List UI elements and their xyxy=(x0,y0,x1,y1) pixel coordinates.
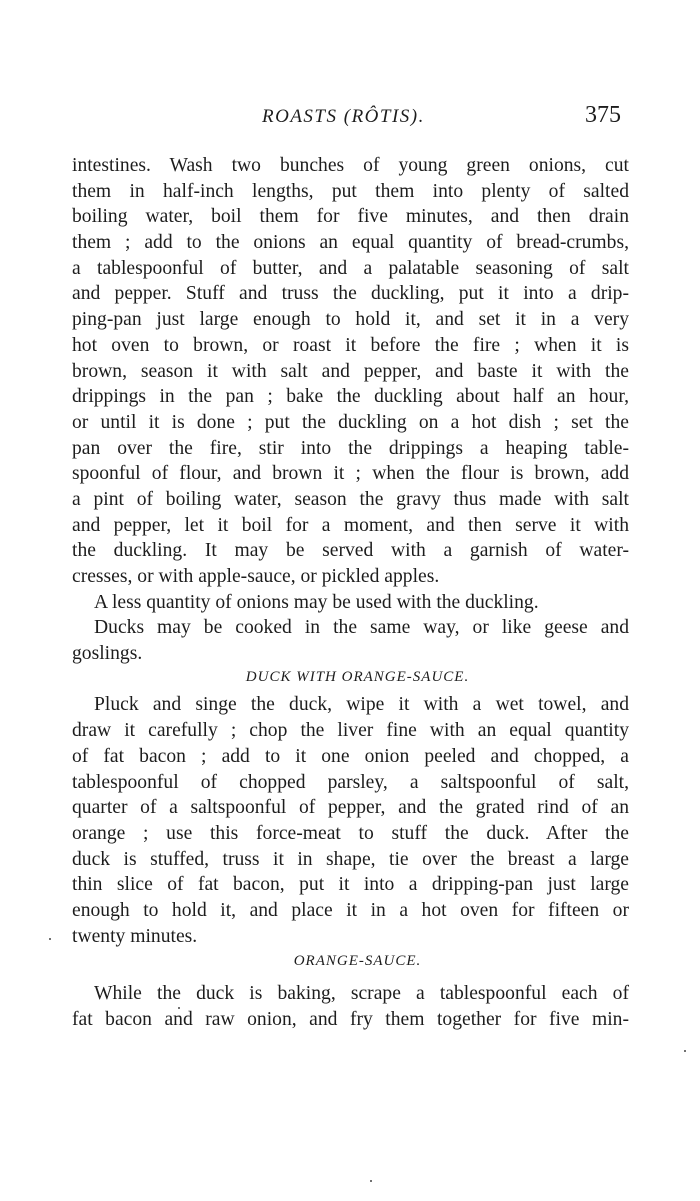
running-title: ROASTS (RÔTIS). xyxy=(262,106,425,127)
text-line: and pepper. Stuff and truss the duckling, put it into a drip- xyxy=(72,283,629,305)
text-line: While the duck is baking, scrape a tablespoonful each of xyxy=(94,983,629,1004)
section-heading: ORANGE-SAUCE. xyxy=(293,953,422,970)
text-line: enough to hold it, and place it in a hot oven for fifteen or xyxy=(72,899,629,921)
text-line: intestines. Wash two bunches of young green onions, cut xyxy=(72,155,629,176)
text-line: twenty minutes. xyxy=(72,925,198,947)
text-line: and pepper, let it boil for a moment, and then serve it with xyxy=(72,514,629,536)
text-line: a tablespoonful of butter, and a palatable seasoning of salt xyxy=(72,257,629,279)
text-line: thin slice of fat bacon, put it into a dripping-pan just large xyxy=(72,874,629,896)
text-line: or until it is done ; put the duckling on a hot dish ; set the xyxy=(72,411,629,433)
scan-speck xyxy=(370,1180,372,1182)
text-line: duck is stuffed, truss it in shape, tie over the breast a large xyxy=(72,848,629,870)
text-line: of fat bacon ; add to it one onion peeled and chopped, a xyxy=(72,745,629,767)
text-line: drippings in the pan ; bake the duckling about half an hour, xyxy=(72,386,629,408)
text-line: goslings. xyxy=(72,643,143,665)
text-line: orange ; use this force-meat to stuff the duck. After the xyxy=(72,822,629,844)
text-line: pan over the fire, stir into the drippings a heaping table- xyxy=(72,437,629,459)
text-line: them in half-inch lengths, put them into plenty of salted xyxy=(72,180,629,202)
text-line: hot oven to brown, or roast it before the fire ; when it is xyxy=(72,334,629,356)
text-line: ping-pan just large enough to hold it, and set it in a very xyxy=(72,309,629,331)
page-number: 375 xyxy=(585,102,621,128)
text-line: A less quantity of onions may be used with the duckling. xyxy=(94,591,539,613)
text-line: fat bacon and raw onion, and fry them together for five min- xyxy=(72,1008,629,1030)
text-line: boiling water, boil them for five minutes, and then drain xyxy=(72,206,629,228)
running-head xyxy=(0,100,700,136)
scan-speck xyxy=(178,1007,180,1009)
section-heading: DUCK WITH ORANGE-SAUCE. xyxy=(245,668,470,685)
text-line: brown, season it with salt and pepper, and baste it with the xyxy=(72,360,629,382)
scan-speck xyxy=(684,1050,686,1052)
text-line: them ; add to the onions an equal quantity of bread-crumbs, xyxy=(72,232,629,254)
scan-speck xyxy=(49,938,51,940)
text-line: draw it carefully ; chop the liver fine with an equal quantity xyxy=(72,720,629,742)
text-line: tablespoonful of chopped parsley, a saltspoonful of salt, xyxy=(72,771,629,793)
text-line: Pluck and singe the duck, wipe it with a wet towel, and xyxy=(94,694,629,716)
text-line: a pint of boiling water, season the gravy thus made with salt xyxy=(72,488,629,510)
text-line: cresses, or with apple-sauce, or pickled apples. xyxy=(72,566,440,587)
text-line: spoonful of flour, and brown it ; when the flour is brown, add xyxy=(72,463,629,485)
text-line: Ducks may be cooked in the same way, or like geese and xyxy=(94,617,629,639)
body-text xyxy=(72,153,629,1032)
text-line: the duckling. It may be served with a garnish of water- xyxy=(72,540,629,562)
text-line: quarter of a saltspoonful of pepper, and the grated rind of an xyxy=(72,797,629,819)
